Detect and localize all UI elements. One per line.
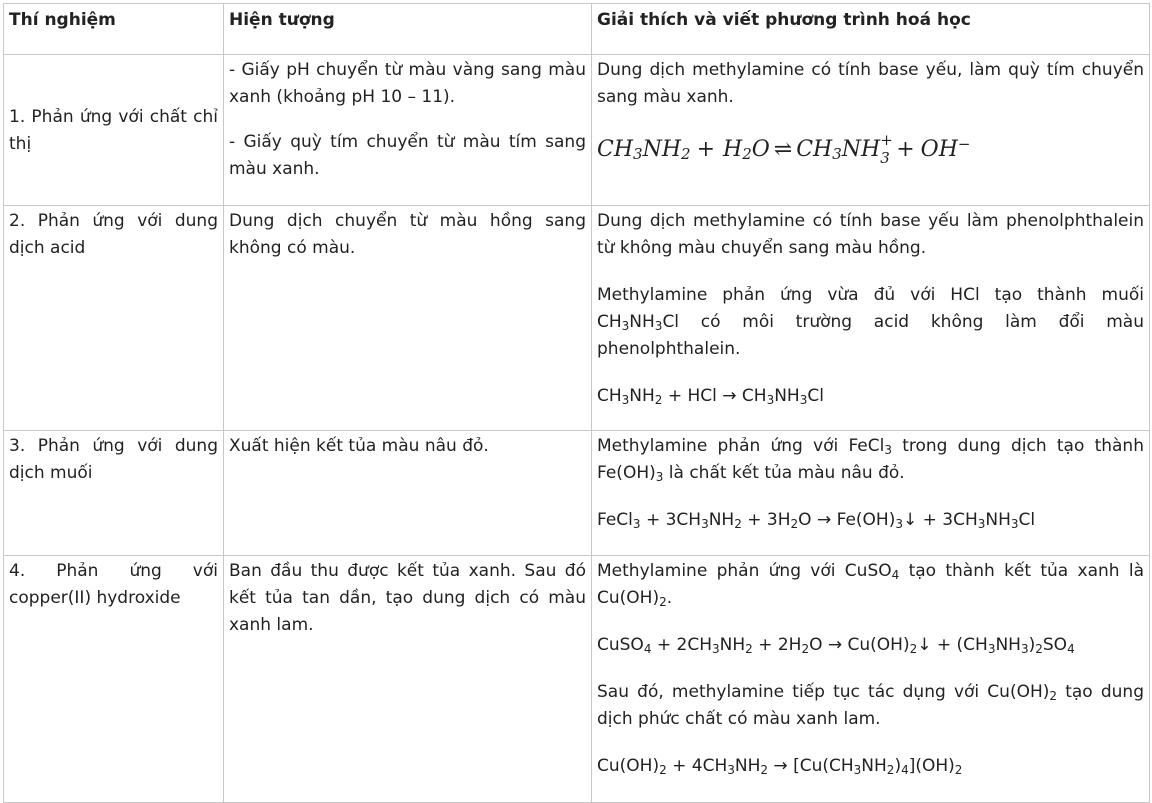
table-row [4, 206, 1150, 431]
explanation-text: Methylamine phản ứng với FeCl$_3$ trong dung dịch tạo thành $Fe(OH)_3$ là chất kết tủa màu nâu đỏ. [597, 436, 1144, 484]
experiment-text: 1. Phản ứng với chất chỉ thị [9, 107, 218, 154]
phenomena-text: Ban đầu thu được kết tủa xanh. Sau đó kết tủa tan dần, tạo dung dịch có màu xanh lam. [229, 561, 586, 635]
explanation-cell [592, 206, 1150, 431]
table-row [4, 556, 1150, 803]
phenomena-text: - Giấy quỳ tím chuyển từ màu tím sang màu xanh. [229, 132, 586, 179]
phenomena-cell [224, 431, 592, 556]
phenomena-text: - Giấy pH chuyển từ màu vàng sang màu xanh (khoảng pH 10 – 11). [229, 60, 586, 107]
explanation-text: Dung dịch methylamine có tính base yếu làm phenolphthalein từ không màu chuyển sang màu hồng. [597, 211, 1144, 258]
experiment-cell [4, 556, 224, 803]
phenomena-text: Dung dịch chuyển từ màu hồng sang không có màu. [229, 211, 586, 258]
phenomena-cell [224, 556, 592, 803]
header-row [4, 4, 1150, 55]
phenomena-text: Xuất hiện kết tủa màu nâu đỏ. [229, 436, 489, 456]
experiment-cell [4, 55, 224, 206]
equation-text: CuSO$_4$ + $2CH_3NH_2 + 2H_2O$ → $Cu(OH)_2↓ + (CH_3NH_3)_2SO_4$ [597, 635, 1075, 656]
phenomena-cell [224, 206, 592, 431]
header-experiment: Thí nghiệm [4, 4, 224, 55]
experiment-cell [4, 206, 224, 431]
table-row [4, 55, 1150, 206]
explanation-text: Methylamine phản ứng với CuSO$_4$ tạo thành kết tủa xanh là $Cu(OH)_2$. [597, 561, 1145, 609]
header-phenomena: Hiện tượng [224, 4, 592, 55]
experiment-table [3, 3, 1150, 803]
table-row [4, 431, 1150, 556]
explanation-cell [592, 556, 1150, 803]
equation-text: $CH_3NH_2$ + HCl → $CH_3NH_3Cl$ [597, 386, 824, 407]
experiment-text: 4. Phản ứng với copper(II) hydroxide [9, 561, 218, 608]
equation-text: $Cu(OH)_2 + 4CH_3NH_2 \to [Cu(CH_3NH_2)_4](OH)_2$ [597, 756, 963, 777]
experiment-text: 3. Phản ứng với dung dịch muối [9, 436, 218, 483]
explanation-cell [592, 55, 1150, 206]
header-explanation: Giải thích và viết phương trình hoá học [592, 4, 1150, 55]
phenomena-cell [224, 55, 592, 206]
explanation-text: Dung dịch methylamine có tính base yếu, làm quỳ tím chuyển sang màu xanh. [597, 60, 1144, 107]
explanation-cell [592, 431, 1150, 556]
equation-text: FeCl$_3$ + $3CH_3NH_2 + 3H_2O$ → $Fe(OH)_3↓ + 3CH_3NH_3Cl$ [597, 510, 1036, 531]
experiment-text: 2. Phản ứng với dung dịch acid [9, 211, 218, 258]
math-equation: $CH_3NH_2 + H_2O$ ⇌ $CH_3NH$ + 3 + OH− [597, 131, 971, 167]
explanation-text: Methylamine phản ứng vừa đủ với HCl tạo thành muối $CH_3NH_3Cl$ có môi trường acid không làm đổi màu phenolphthalein. [597, 285, 1144, 359]
explanation-text: Sau đó, methylamine tiếp tục tác dụng với $Cu(OH)_2$ tạo dung dịch phức chất có màu xanh lam. [597, 682, 1144, 729]
experiment-cell [4, 431, 224, 556]
